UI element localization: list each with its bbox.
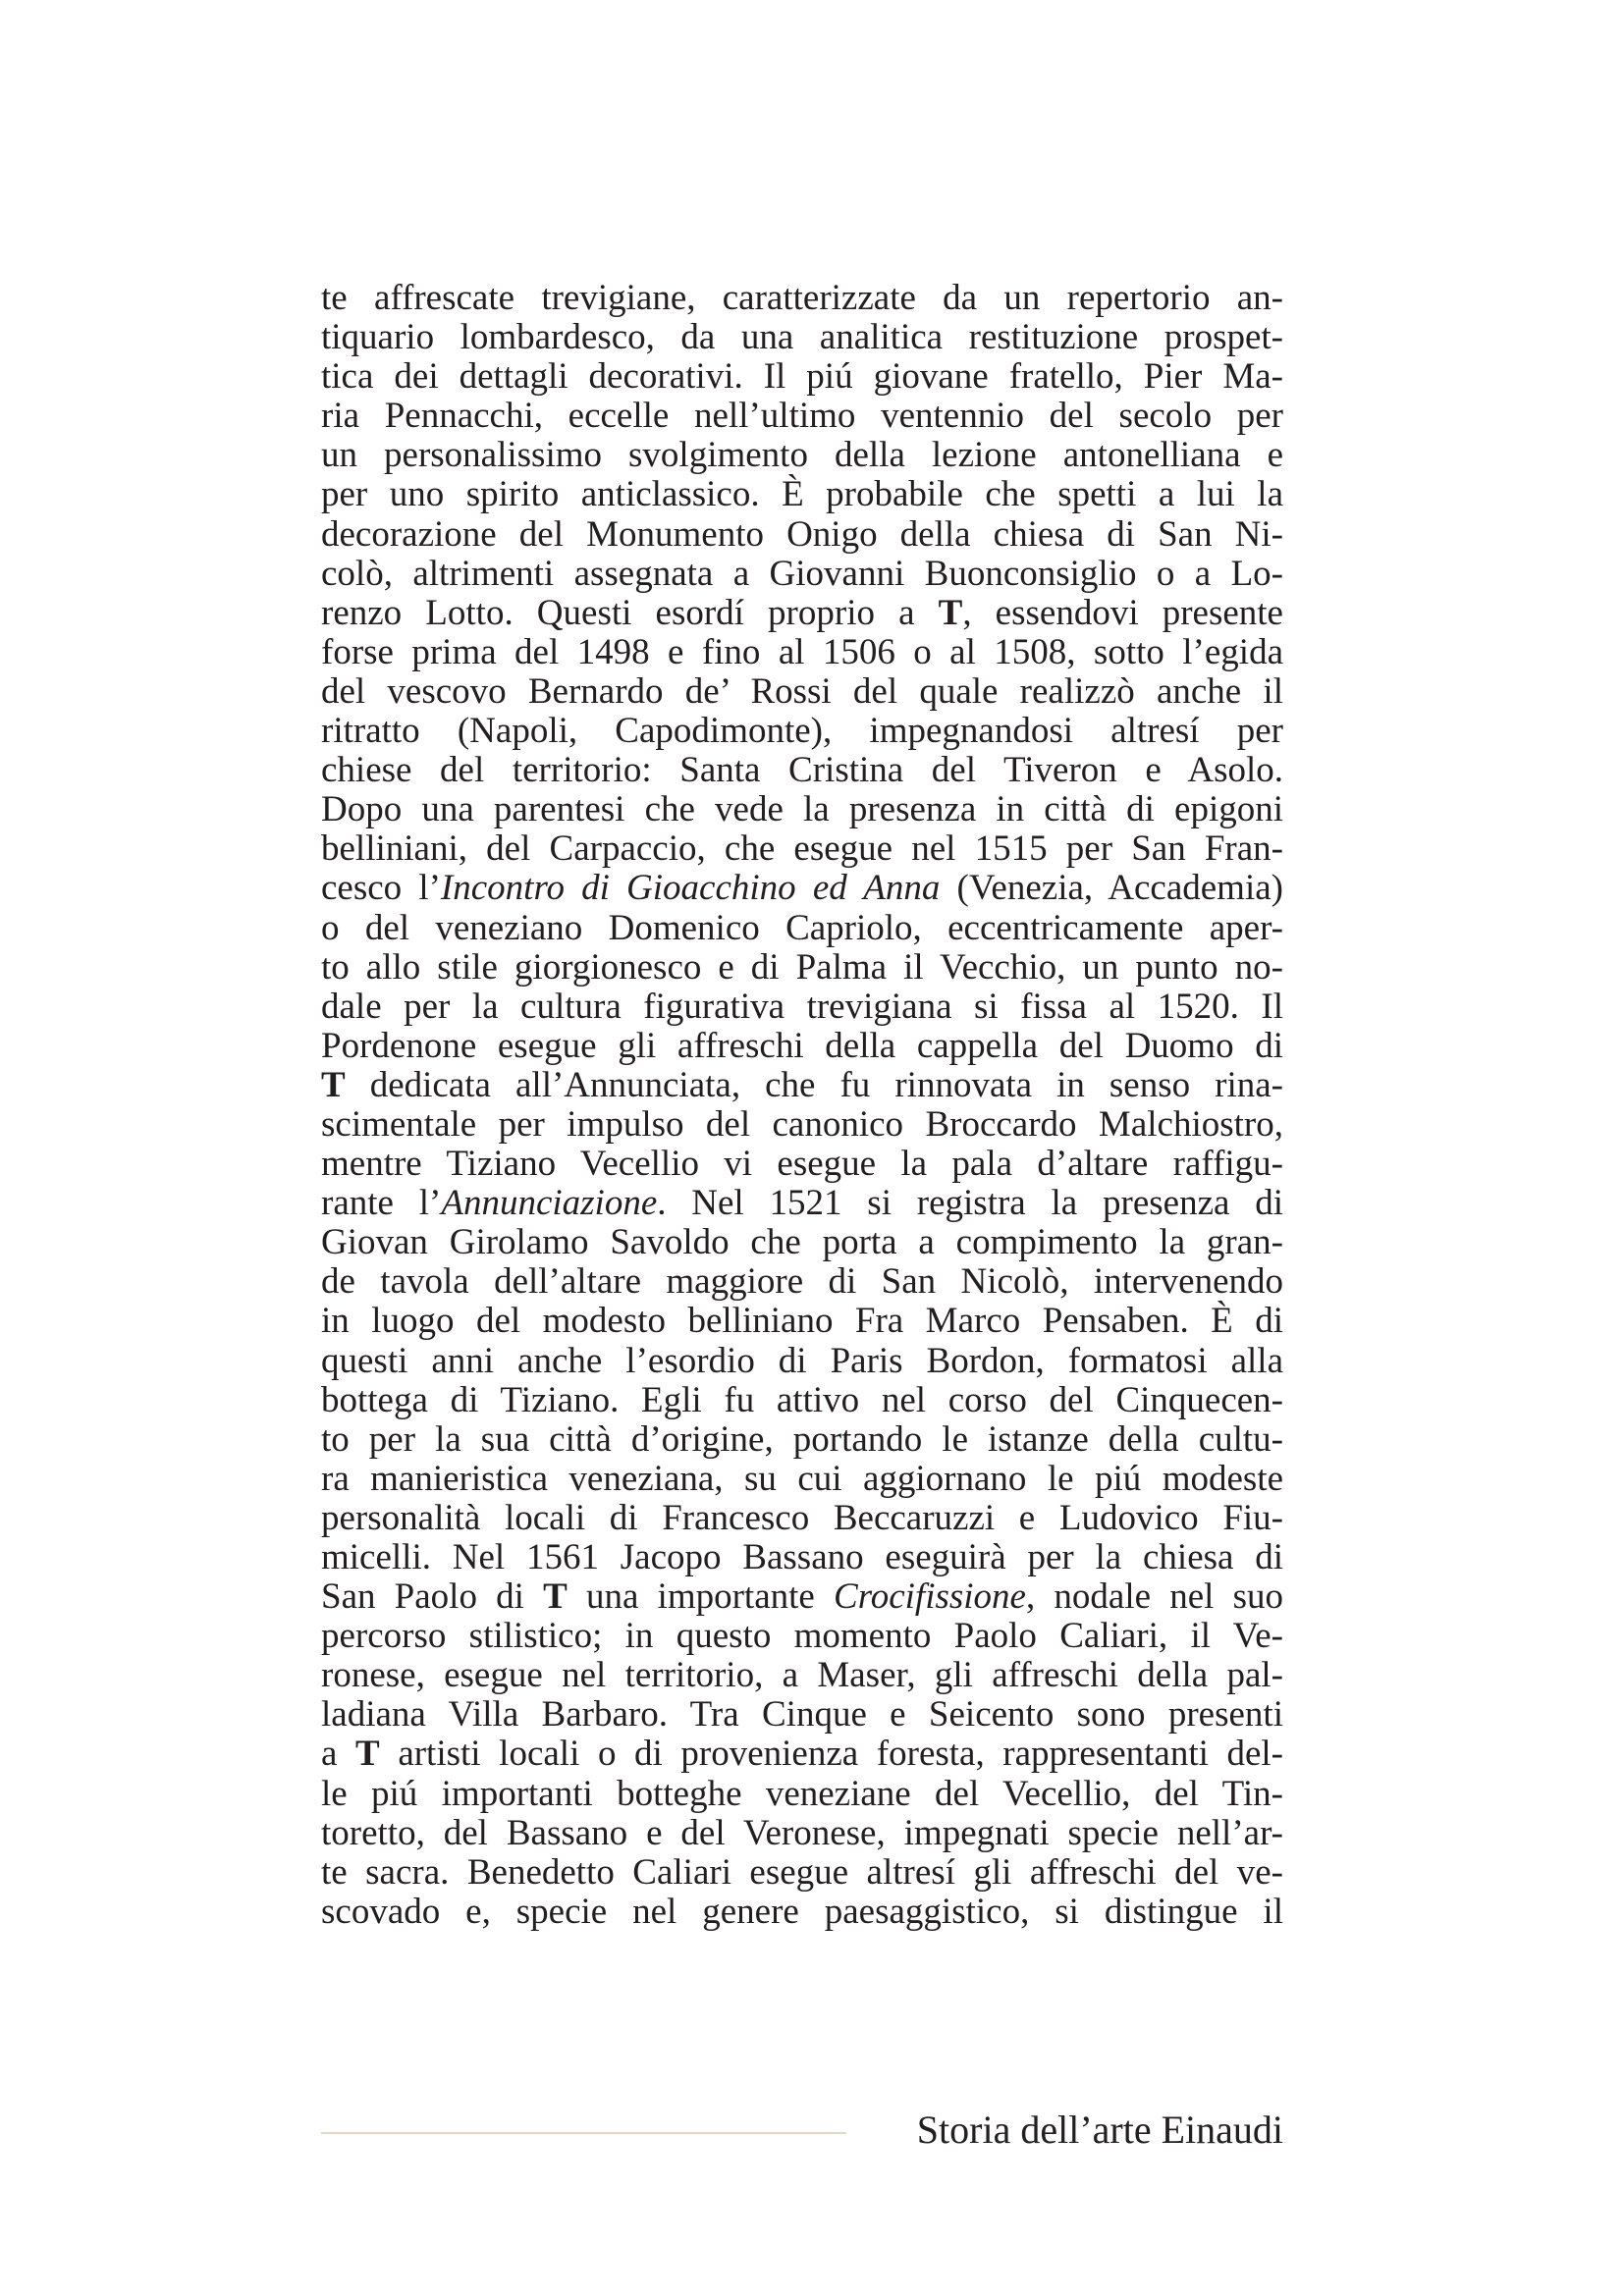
text-line: le piú importanti botteghe veneziane del Vecellio, del Tin- <box>321 1773 1283 1814</box>
footer-rule <box>321 2132 846 2134</box>
place-abbreviation: T <box>321 1064 346 1105</box>
text-line: questi anni anche l’esordio di Paris Bordon, formatosi alla <box>321 1340 1283 1381</box>
artwork-title: Annunciazione <box>441 1183 658 1224</box>
text-line: o del veneziano Domenico Capriolo, eccentricamente aper- <box>321 907 1283 948</box>
text-line: cesco l’Incontro di Gioacchino ed Anna (Venezia, Accademia) <box>321 868 1283 909</box>
text-line: mentre Tiziano Vecellio vi esegue la pala d’altare raffigu- <box>321 1144 1283 1185</box>
text-line: T dedicata all’Annunciata, che fu rinnovata in senso rina- <box>321 1064 1283 1105</box>
text-line: decorazione del Monumento Onigo della chiesa di San Ni- <box>321 513 1283 555</box>
text-line: scimentale per impulso del canonico Broccardo Malchiostro, <box>321 1103 1283 1145</box>
text-line: ritratto (Napoli, Capodimonte), impegnandosi altresí per <box>321 711 1283 752</box>
text-line: micelli. Nel 1561 Jacopo Bassano eseguirà per la chiesa di <box>321 1537 1283 1577</box>
text-line: un personalissimo svolgimento della lezione antonelliana e <box>321 435 1283 476</box>
text-line: renzo Lotto. Questi esordí proprio a T, essendovi presente <box>321 592 1283 633</box>
text-line: te sacra. Benedetto Caliari esegue altresí gli affreschi del ve- <box>321 1851 1283 1893</box>
text-line: to per la sua città d’origine, portando le istanze della cultu- <box>321 1418 1283 1460</box>
artwork-title: Crocifissione <box>834 1576 1026 1618</box>
text-line: ria Pennacchi, eccelle nell’ultimo ventennio del secolo per <box>321 396 1283 437</box>
text-line: chiese del territorio: Santa Cristina del Tiveron e Asolo. <box>321 750 1283 791</box>
place-abbreviation: T <box>938 592 963 633</box>
text-line: a T artisti locali o di provenienza foresta, rappresentanti del- <box>321 1734 1283 1775</box>
text-line: ra manieristica veneziana, su cui aggiornano le piú modeste <box>321 1458 1283 1499</box>
text-line: rante l’Annunciazione. Nel 1521 si registra la presenza di <box>321 1183 1283 1224</box>
text-line: belliniani, del Carpaccio, che esegue nel 1515 per San Fran- <box>321 828 1283 870</box>
text-line: Giovan Girolamo Savoldo che porta a compimento la gran- <box>321 1222 1283 1263</box>
text-line: dale per la cultura figurativa trevigiana si fissa al 1520. Il <box>321 986 1283 1027</box>
text-line: colò, altrimenti assegnata a Giovanni Buonconsiglio o a Lo- <box>321 553 1283 594</box>
text-line: de tavola dell’altare maggiore di San Nicolò, intervenendo <box>321 1261 1283 1303</box>
footer-title: Storia dell’arte Einaudi <box>916 2108 1283 2152</box>
page-footer <box>321 2101 1283 2160</box>
text-line: forse prima del 1498 e fino al 1506 o al 1508, sotto l’egida <box>321 631 1283 672</box>
text-line: te affrescate trevigiane, caratterizzate da un repertorio an- <box>321 278 1283 318</box>
text-line: ronese, esegue nel territorio, a Maser, gli affreschi della pal- <box>321 1655 1283 1696</box>
text-line: Pordenone esegue gli affreschi della cappella del Duomo di <box>321 1025 1283 1066</box>
text-line: in luogo del modesto belliniano Fra Marco Pensaben. È di <box>321 1301 1283 1342</box>
text-line: per uno spirito anticlassico. È probabile che spetti a lui la <box>321 474 1283 515</box>
text-line: Dopo una parentesi che vede la presenza in città di epigoni <box>321 789 1283 830</box>
text-line: toretto, del Bassano e del Veronese, impegnati specie nell’ar- <box>321 1812 1283 1853</box>
artwork-title: Incontro di Gioacchino ed Anna <box>440 868 941 909</box>
text-line: scovado e, specie nel genere paesaggistico, si distingue il <box>321 1891 1283 1932</box>
body-text <box>321 279 1283 1932</box>
place-abbreviation: T <box>355 1734 380 1775</box>
place-abbreviation: T <box>543 1576 568 1618</box>
text-line: San Paolo di T una importante Crocifissione, nodale nel suo <box>321 1576 1283 1618</box>
text-line: percorso stilistico; in questo momento Paolo Caliari, il Ve- <box>321 1616 1283 1657</box>
text-line: ladiana Villa Barbaro. Tra Cinque e Seicento sono presenti <box>321 1694 1283 1735</box>
text-line: bottega di Tiziano. Egli fu attivo nel corso del Cinquecen- <box>321 1379 1283 1420</box>
text-line: tica dei dettagli decorativi. Il piú giovane fratello, Pier Ma- <box>321 356 1283 398</box>
text-line: del vescovo Bernardo de’ Rossi del quale realizzò anche il <box>321 670 1283 712</box>
text-line: personalità locali di Francesco Beccaruzzi e Ludovico Fiu- <box>321 1497 1283 1538</box>
text-line: tiquario lombardesco, da una analitica restituzione prospet- <box>321 317 1283 358</box>
text-line: to allo stile giorgionesco e di Palma il Vecchio, un punto no- <box>321 946 1283 988</box>
